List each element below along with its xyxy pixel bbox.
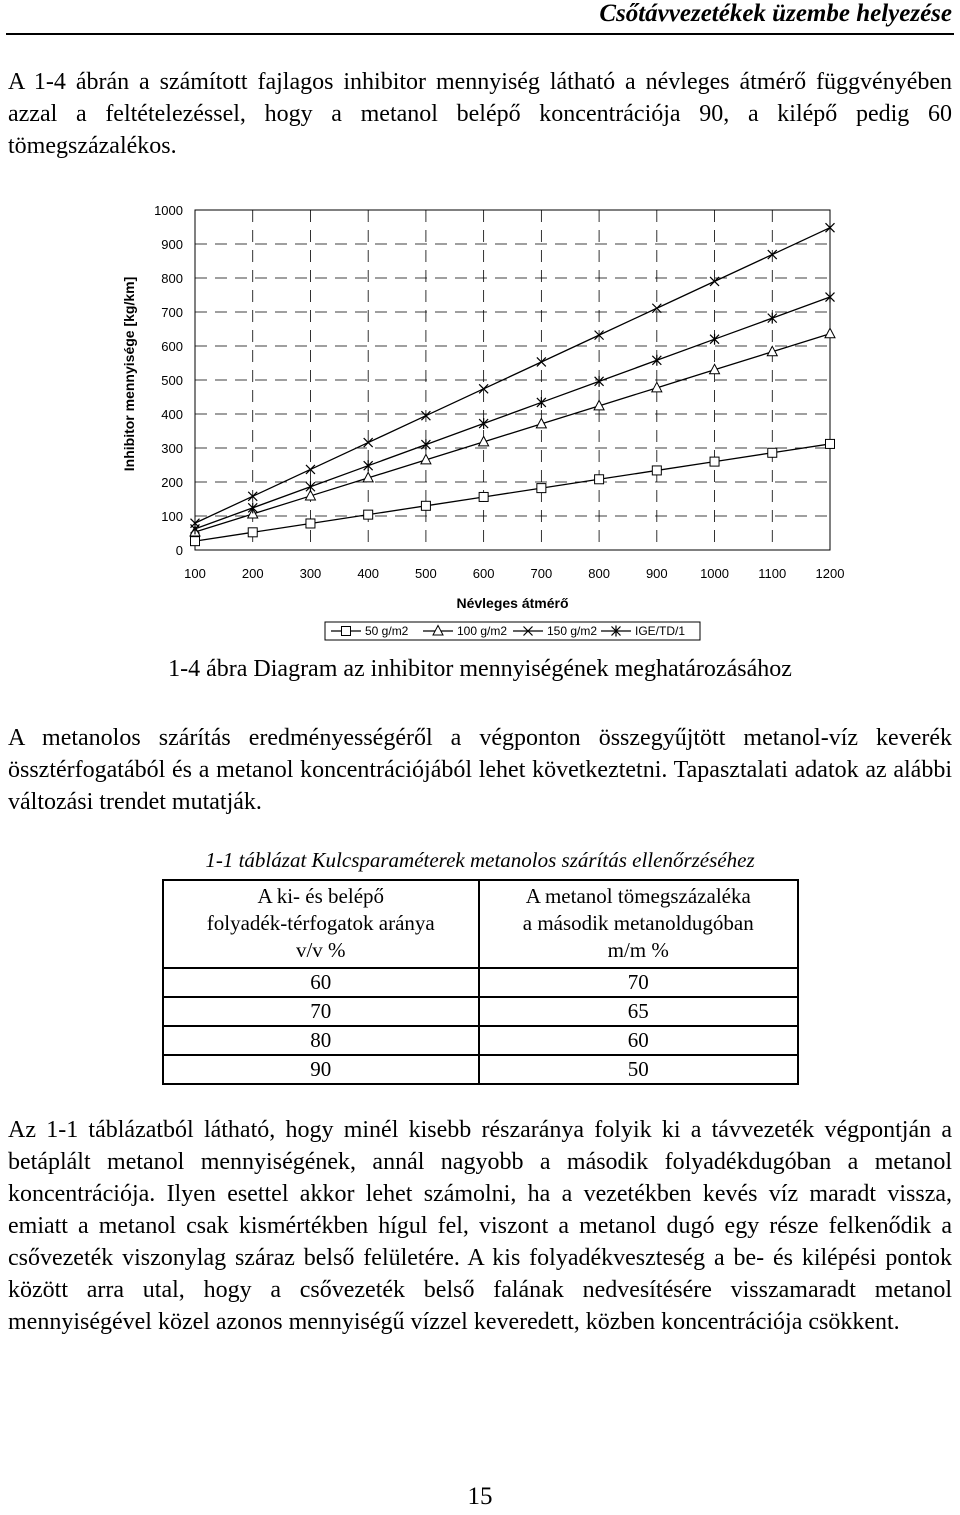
header-line: a második metanoldugóban bbox=[522, 911, 754, 935]
star-marker bbox=[421, 439, 430, 450]
x-tick-label: 1200 bbox=[815, 566, 845, 581]
star-marker bbox=[364, 460, 373, 471]
table-header-row bbox=[163, 880, 798, 968]
table-row bbox=[163, 1026, 798, 1055]
header-line: A ki- és belépő bbox=[257, 884, 385, 908]
square-marker bbox=[768, 448, 777, 457]
x-tick-label: 600 bbox=[472, 566, 495, 581]
plot-frame bbox=[195, 210, 830, 550]
star-marker bbox=[248, 502, 257, 513]
parameter-table bbox=[162, 879, 799, 1085]
star-marker bbox=[191, 523, 200, 534]
x-tick-label: 500 bbox=[415, 566, 437, 581]
y-tick-label: 1000 bbox=[154, 203, 183, 218]
table-row bbox=[163, 997, 798, 1026]
y-tick-label: 100 bbox=[161, 509, 183, 524]
y-tick-label: 700 bbox=[161, 305, 183, 320]
y-tick-label: 800 bbox=[161, 271, 183, 286]
x-tick-label: 100 bbox=[184, 566, 206, 581]
square-marker bbox=[710, 457, 719, 466]
y-axis-title: Inhibitor mennyisége [kg/km] bbox=[121, 276, 137, 472]
x-tick-label: 900 bbox=[645, 566, 668, 581]
table-cell: 60 bbox=[479, 1026, 798, 1055]
page-number: 15 bbox=[467, 1483, 493, 1510]
y-tick-label: 600 bbox=[161, 339, 183, 354]
table-header-concentration bbox=[479, 880, 798, 968]
table-row bbox=[163, 1055, 798, 1084]
x-tick-label: 300 bbox=[299, 566, 322, 581]
star-marker bbox=[710, 334, 719, 345]
intro-paragraph: A 1-4 ábrán a számított fajlagos inhibitor mennyiség látható a névleges átmérő függvényében azzal a feltételezéssel, hogy a metanol belépő koncentrációja 90, a kilépő pedig 60 tömegszázalékos. bbox=[8, 69, 952, 159]
y-tick-label: 400 bbox=[161, 407, 183, 422]
table-title: 1-1 táblázat Kulcsparaméterek metanolos szárítás ellenőrzéséhez bbox=[205, 848, 755, 872]
y-tick-label: 300 bbox=[161, 441, 183, 456]
square-marker bbox=[479, 492, 488, 501]
x-tick-label: 1000 bbox=[700, 566, 730, 581]
header-line: A metanol tömegszázaléka bbox=[525, 884, 751, 908]
series-line bbox=[195, 444, 830, 541]
header-line: v/v % bbox=[295, 938, 346, 962]
star-marker bbox=[537, 397, 546, 408]
series-line bbox=[195, 297, 830, 529]
square-marker bbox=[342, 627, 351, 636]
middle-paragraph: A metanolos szárítás eredményességéről a végponton összegyűjtött metanol-víz keverék össztérfogatából és a metanol koncentrációjából lehet következtetni. Tapasztalati adatok az alábbi változási trendet mutatják. bbox=[8, 725, 952, 815]
star-marker bbox=[652, 355, 661, 366]
y-tick-label: 900 bbox=[161, 237, 183, 252]
table-cell: 70 bbox=[163, 997, 479, 1026]
legend-label: 50 g/m2 bbox=[365, 624, 409, 638]
star-marker bbox=[595, 376, 604, 387]
square-marker bbox=[595, 475, 604, 484]
x-axis-title: Névleges átmérő bbox=[456, 595, 569, 611]
figure-caption: 1-4 ábra Diagram az inhibitor mennyiségének meghatározásához bbox=[168, 656, 792, 682]
table-cell: 50 bbox=[479, 1055, 798, 1084]
square-marker bbox=[191, 537, 200, 546]
series-line bbox=[195, 334, 830, 532]
legend-label: IGE/TD/1 bbox=[635, 624, 686, 638]
star-marker bbox=[306, 481, 315, 492]
square-marker bbox=[248, 528, 257, 537]
final-paragraph: Az 1-1 táblázatból látható, hogy minél kisebb részaránya folyik ki a távvezeték végpontján a betáplált metanol mennyiségének, annál nagyobb a második folyadékdugóban a metanol koncentrációja. Ilyen esettel akkor lehet számolni, ha a vezetékben kevés víz maradt vissza, emiatt a metanol csak kismértékben hígul fel, viszont a metanol dugó egy része felkenődik a csővezeték viszonylag száraz belső felületére. A kis folyadékveszteség a be- és kilépési pontok között arra utal, hogy a csővezeték belső falának nedvesítésére visszamaradt metanol mennyiségével közel azonos mennyiségű vízzel keveredett, közben koncentrációja csökkent. bbox=[8, 1117, 952, 1335]
table-header-ratio bbox=[163, 880, 479, 968]
x-tick-label: 1100 bbox=[758, 566, 787, 581]
y-tick-label: 200 bbox=[161, 475, 183, 490]
table-cell: 60 bbox=[163, 968, 479, 997]
square-marker bbox=[306, 519, 315, 528]
x-tick-label: 200 bbox=[241, 566, 264, 581]
square-marker bbox=[652, 466, 661, 475]
square-marker bbox=[537, 484, 546, 493]
star-marker bbox=[826, 292, 835, 303]
y-tick-label: 0 bbox=[175, 543, 183, 558]
square-marker bbox=[826, 439, 835, 448]
star-marker bbox=[768, 313, 777, 324]
table-cell: 80 bbox=[163, 1026, 479, 1055]
star-marker bbox=[479, 418, 488, 429]
header-rule bbox=[6, 33, 954, 35]
table-row bbox=[163, 968, 798, 997]
inhibitor-chart bbox=[110, 195, 850, 655]
header-line: m/m % bbox=[607, 938, 669, 962]
series-line bbox=[195, 228, 830, 523]
square-marker bbox=[421, 501, 430, 510]
running-header: Csőtávvezetékek üzembe helyezése bbox=[599, 0, 952, 27]
y-tick-label: 500 bbox=[161, 373, 183, 388]
table-cell: 90 bbox=[163, 1055, 479, 1084]
header-line: folyadék-térfogatok aránya bbox=[206, 911, 435, 935]
x-tick-label: 800 bbox=[588, 566, 610, 581]
x-tick-label: 700 bbox=[530, 566, 553, 581]
legend-label: 150 g/m2 bbox=[547, 624, 598, 638]
table-cell: 65 bbox=[479, 997, 798, 1026]
triangle-marker bbox=[825, 328, 835, 338]
table-cell: 70 bbox=[479, 968, 798, 997]
x-tick-label: 400 bbox=[357, 566, 380, 581]
legend-label: 100 g/m2 bbox=[457, 624, 508, 638]
square-marker bbox=[364, 510, 373, 519]
